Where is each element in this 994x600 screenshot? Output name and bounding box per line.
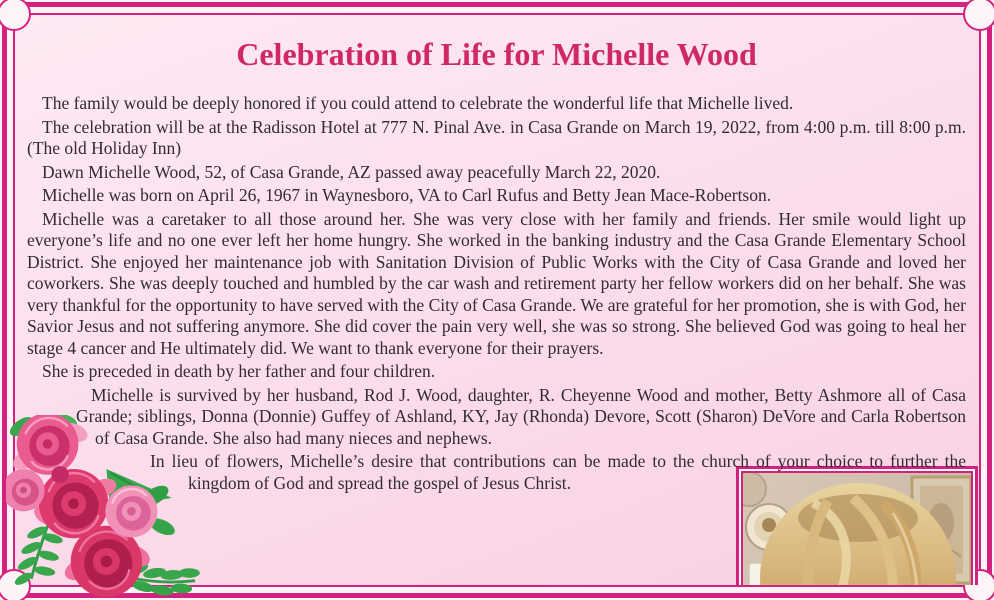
wrap-spacer — [25, 453, 135, 476]
paragraph-intro: The family would be deeply honored if you could attend to celebrate the wonderful life that Michelle lived. — [42, 93, 794, 113]
paragraph-celebration-details: The celebration will be at the Radisson Hotel at 777 N. Pinal Ave. in Casa Grande on March 19, 2022, from 4:00 p.m. till 8:00 p.m. (The old Holiday Inn) — [27, 116, 966, 158]
obituary-text-block — [15, 15, 979, 585]
paragraph-in-lieu-of-flowers: In lieu of flowers, Michelle’s desire that contributions can be made to the church of your choice to further the kingdom of God and spread the gospel of Jesus Christ. — [150, 451, 966, 493]
wrap-spacer — [25, 402, 76, 431]
paragraph-birth: Michelle was born on April 26, 1967 in Waynesboro, VA to Carl Rufus and Betty Jean Mace-Robertson. — [42, 185, 772, 205]
portrait-illustration — [743, 473, 971, 585]
wrap-spacer — [25, 476, 188, 585]
paragraph-life-story: Michelle was a caretaker to all those around her. She was very close with her family and friends. Her smile would light up everyone’s life and no one ever left her home hungry. She worked in the banking industry and the Casa Grande Elementary School District. She enjoyed her maintenance job with Sanitation Division of Public Works with the City of Casa Grande and loved her coworkers. She was deeply touched and humbled by the car wash and retirement party her fellow workers did on her behalf. She was very thankful for the opportunity to have served with the City of Casa Grande. We are grateful for her promotion, she is with God, her Savior Jesus and not suffering anymore. She did cover the pain very well, she was so strong. She believed God was going to heal her stage 4 cancer and He ultimately did. We want to thank everyone for their prayers. — [27, 208, 966, 358]
portrait-photo-inner-frame — [741, 471, 973, 585]
paragraph-passing: Dawn Michelle Wood, 52, of Casa Grande, AZ passed away peacefully March 22, 2020. — [42, 161, 661, 182]
paragraph-survived-by: Michelle is survived by her husband, Rod J. Wood, daughter, R. Cheyenne Wood and mother, Betty Ashmore all of Casa Grande; siblings, Donna (Donnie) Guffey of Ashland, KY, Jay (Rhonda) Devore, Scott (Sharon) DeVore and Carla Robertson of Casa Grande. She also had many nieces and nephews. — [76, 384, 966, 448]
portrait-photo — [736, 466, 978, 585]
paragraph-preceded-in-death: She is preceded in death by her father and four children. — [42, 361, 436, 381]
page-title: Celebration of Life for Michelle Wood — [236, 36, 757, 72]
wrap-spacer — [25, 431, 95, 453]
